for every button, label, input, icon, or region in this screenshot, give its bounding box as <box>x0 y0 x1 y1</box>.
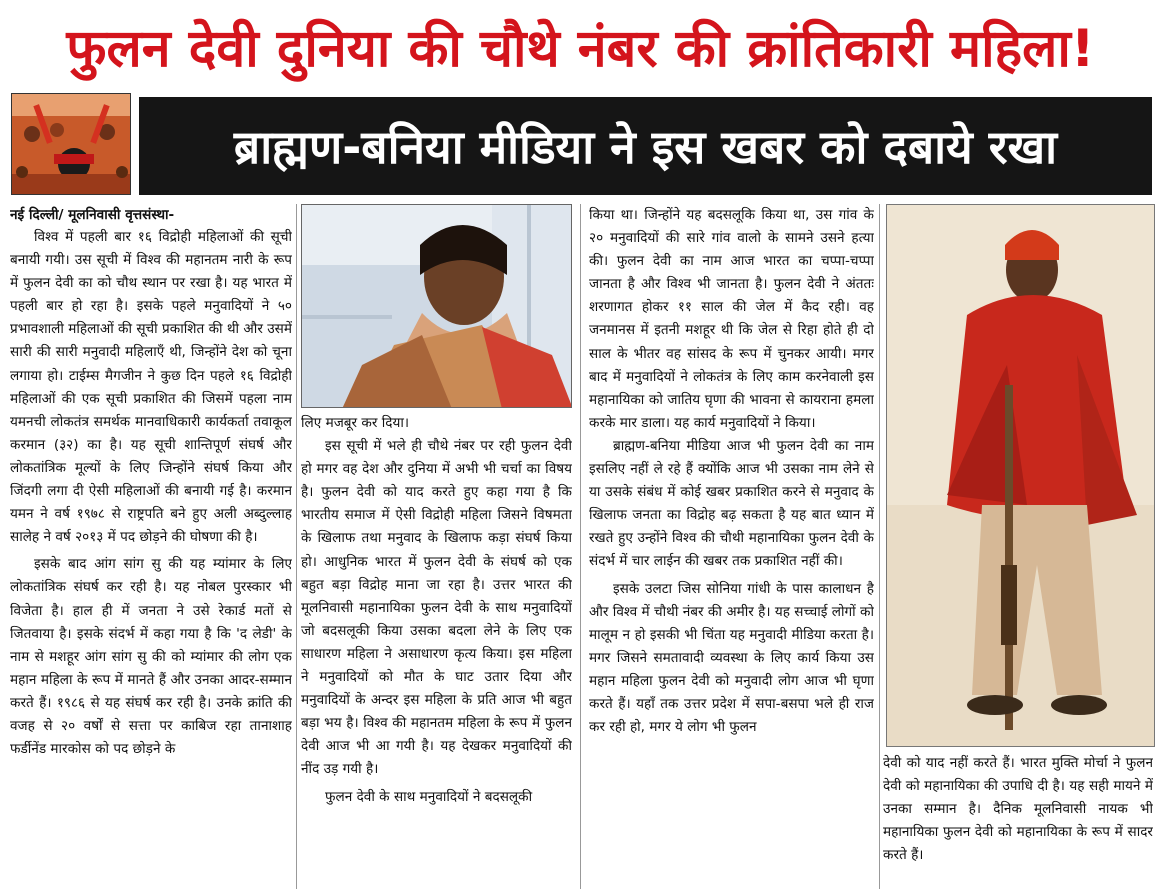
column-divider <box>879 204 880 889</box>
fullbody-portrait-icon <box>887 205 1155 747</box>
column-divider <box>296 204 297 889</box>
paragraph: देवी को याद नहीं करते हैं। भारत मुक्ति मोर्चा ने फुलन देवी को महानायिका की उपाधि दी है। यह सही मायने में उनका सम्मान है। दैनिक मूलनिवासी नायक भी महानायिका फुलन देवी को महानायिका के रूप में सादर करते हैं। <box>883 755 1153 864</box>
crowd-rally-icon <box>12 94 131 195</box>
paragraph: ब्राह्मण-बनिया मीडिया आज भी फुलन देवी का नाम इसलिए नहीं ले रहे हैं क्योंकि आज भी उसका नाम लेने से या उसके संबंध में कोई खबर प्रकाशित करने से मनुवाद के खिलाफ जनता का विद्रोह बढ़ सकता है यह बात ध्यान में रखते हुए उन्होंने विश्व की चौथी महानायिका फुलन देवी के संदर्भ में चार लाईन की खबर तक प्रकाशित नहीं की। <box>589 437 874 570</box>
portrait-icon <box>302 205 572 408</box>
paragraph: किया था। जिन्होंने यह बदसलूकि किया था, उस गांव के २० मनुवादियों की सारे गांव वालो के सामने उसने हत्या की। फुलन देवी का नाम आज भारत का चप्पा-चप्पा जानता है और विश्व भी जानता है। फुलन देवी ने अंततः शरणागत होकर ११ साल की जेल में कैद रही। वह जनमानस में इतनी मशहूर थी कि जेल से रिहा होते ही दो साल के भीतर वह सांसद के रूप में चुनकर आयी। मगर बाद में मनुवादियों ने लोकतंत्र के लिए काम करनेवाली इस महानायिका को जातिय घृणा की भावना से कायराना हमला करके मार डाला। यह कार्य मनुवादियों ने किया। <box>589 207 874 431</box>
article-column-2 <box>301 412 572 889</box>
dateline: नई दिल्ली/ मूलनिवासी वृत्तसंस्था- <box>10 207 175 223</box>
paragraph: इस सूची में भले ही चौथे नंबर पर रही फुलन देवी हो मगर वह देश और दुनिया में अभी भी चर्चा का विषय है। फुलन देवी को याद करते हुए कहा गया है कि भारतीय समाज में ऐसी विद्रोही महिला जिसने विषमता के खिलाफ तथा मनुवाद के खिलाफ कड़ा संघर्ष किया हो। आधुनिक भारत में फुलन देवी के संघर्ष को एक बहुत बड़ा विद्रोह माना जा रहा है। उत्तर भारत की मूलनिवासी महानायिका फुलन देवी के साथ मनुवादियों जो बदसलूकी किया उसका बदला लेने के लिए एक साधारण महिला ने असाधारण कृत्य किया। इस महिला ने मनुवादियों को मौत के घाट उतार दिया और मनुवादियों के अन्दर इस महिला के प्रति आज भी बहुत बड़ा भय है। विश्व की महानतम महिला के रूप में फुलन देवी आज भी आ गयी है। यह देखकर मनुवादियों की नींद उड़ गयी है। <box>301 438 572 778</box>
phoolan-devi-portrait-photo <box>301 204 572 408</box>
subheadline-banner: ब्राह्मण-बनिया मीडिया ने इस खबर को दबाये रखा <box>139 97 1152 195</box>
phoolan-devi-with-rifle-photo <box>886 204 1155 747</box>
headline: फुलन देवी दुनिया की चौथे नंबर की क्रांतिकारी महिला! <box>66 18 1095 79</box>
paragraph: विश्व में पहली बार १६ विद्रोही महिलाओं की सूची बनायी गयी। उस सूची में विश्व की महानतम नारी के रूप में फुलन देवी का को चौथ स्थान पर रखा है। यह भारत में पहली बार हो रहा है। इसके पहले मनुवादियों ने ५० प्रभावशाली महिलाओं की सूची प्रकाशित की थी और उसमें सारी की सारी मनुवादी महिलाएँ थी, जिन्होंने देश को चूना लगाया हो। टाईम्स मैगजीन ने कुछ दिन पहले १६ विद्रोही महिलाओं की एक सूची प्रकाशित की जिसमें पहला नाम यमनची लोकतंत्र समर्थक मानवाधिकारी कार्यकर्ता तवाकूल करमान (३२) का है। यह सूची शान्तिपूर्ण संघर्ष और लोकतांत्रिक मूल्यों के लिए जिन्होंने संघर्ष किया और जिंदगी लगा दी ऐसी महिलाओं की बनायी गई है। करमान यमन ने वर्ष १९७८ से राष्ट्रपति बने हुए अली अब्दुल्लाह सालेह ने वर्ष २०१३ में पद छोड़ने की घोषणा की है। <box>10 229 292 546</box>
paragraph: फुलन देवी के साथ मनुवादियों ने बदसलूकी <box>325 788 533 805</box>
article-column-4 <box>883 752 1153 889</box>
article-column-3 <box>589 204 874 889</box>
crowd-rally-photo <box>11 93 131 195</box>
article-column-1 <box>10 204 292 889</box>
paragraph: इसके उलटा जिस सोनिया गांधी के पास कालाधन है और विश्व में चौथी नंबर की अमीर है। यह सच्चाई लोगों को मालूम न हो इसकी भी चिंता यह मनुवादी मीडिया करता है। मगर जिसने समतावादी व्यवस्था के लिए कार्य किया उस महान महिला फुलन देवी को मनुवादी लोग आज भी घृणा करते हैं। यहाँ तक उत्तर प्रदेश में सपा-बसपा भले ही राज कर रही हो, मगर ये लोग भी फुलन <box>589 580 874 736</box>
column-divider <box>580 204 581 889</box>
paragraph: इसके बाद आंग सांग सु की यह म्यांमार के लिए लोकतांत्रिक संघर्ष कर रही है। यह नोबल पुरस्कार भी विजेता है। हाल ही में जनता ने उसे रेकार्ड मतों से जितवाया है। इसके संदर्भ में कहा गया है कि 'द लेडी' के नाम से मशहूर आंग सांग सु की को म्यांमार की लोग एक महान महिला के रूप में मानते हैं और उनका आदर-सम्मान करते हैं। १९८६ से यह संघर्ष कर रही है। उनके क्रांति की वजह से २० वर्षों से सत्ता पर काबिज रहा तानाशाह फर्डीनेंड मारकोस को पद छोड़ने के <box>10 556 292 758</box>
paragraph: लिए मजबूर कर दिया। <box>301 415 410 431</box>
